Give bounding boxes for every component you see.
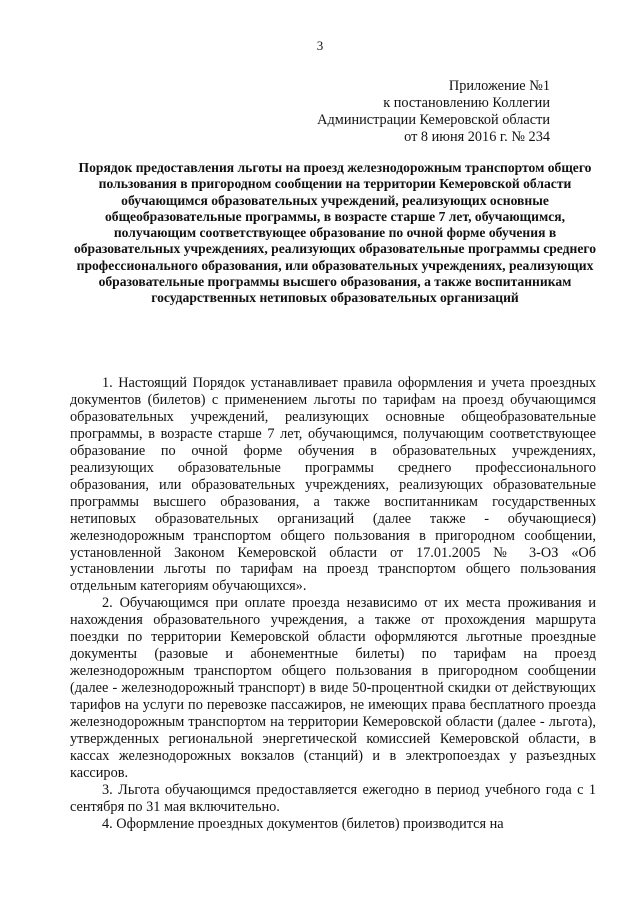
paragraph-3: 3. Льгота обучающимся предоставляется ежегодно в период учебного года с 1 сентября по 31 мая включительно.: [70, 781, 596, 815]
paragraph-1: 1. Настоящий Порядок устанавливает правила оформления и учета проездных документов (билетов) с применением льготы по тарифам на проезд обучающимся образовательных учреждений, реализующих основные общеобразовательные программы, в возрасте старше 7 лет, обучающимся, получающим соответствующее образование по очной форме обучения в образовательных учреждениях, реализующих образовательные программы среднего профессионального образования, или образовательных учреждениях, реализующих образовательные программы высшего образования, а также воспитанникам государственных нетиповых образовательных организаций (далее также - обучающиеся) железнодорожным транспортом общего пользования в пригородном сообщении, установленной Законом Кемеровской области от 17.01.2005 № 3-ОЗ «Об установлении льготы по тарифам на проезд транспортом общего пользования отдельным категориям обучающихся».: [70, 375, 596, 595]
paragraph-4: 4. Оформление проездных документов (билетов) производится на: [102, 815, 504, 832]
page-number: 3: [316, 38, 324, 53]
appendix-line-4: от 8 июня 2016 г. № 234: [404, 129, 550, 145]
document-body: [70, 375, 596, 833]
appendix-header: [250, 78, 550, 146]
paragraph-2: 2. Обучающимся при оплате проезда независимо от их места проживания и нахождения образовательного учреждения, а также от прохождения маршрута поездки по территории Кемеровской области оформляются льготные проездные документы (разовые и абонементные билеты) по тарифам на проезд железнодорожным транспортом общего пользования в пригородном сообщении (далее - железнодорожный транспорт) в виде 50-процентной скидки от действующих тарифов на услуги по перевозке пассажиров, не имеющих права бесплатного проезда железнодорожным транспортом на территории Кемеровской области (далее - льгота), утвержденных региональной энергетической комиссией Кемеровской области, в кассах железнодорожных вокзалов (станций) и в электропоездах у разъездных кассиров.: [70, 595, 596, 781]
document-title: Порядок предоставления льготы на проезд железнодорожным транспортом общего пользования в пригородном сообщении на территории Кемеровской области обучающимся образовательных учреждений, реализующих основные общеобразовательные программы, в возрасте старше 7 лет, обучающимся, получающим соответствующее образование по очной форме обучения в образовательных учреждениях, реализующих образовательные программы среднего профессионального образования, или образовательных учреждениях, реализующих образовательные программы высшего образования, а также воспитанникам государственных нетиповых образовательных организаций: [73, 160, 597, 306]
appendix-line-2: к постановлению Коллегии: [383, 95, 550, 111]
appendix-line-1: Приложение №1: [448, 78, 550, 94]
appendix-line-3: Администрации Кемеровской области: [317, 112, 550, 128]
